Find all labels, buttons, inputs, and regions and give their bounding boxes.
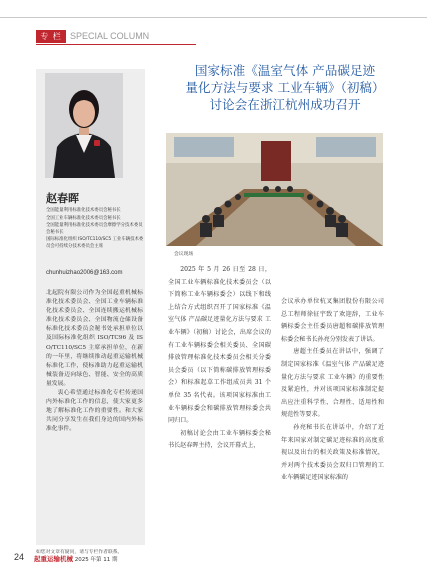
author-roles <box>46 208 144 252</box>
article-column-1 <box>168 264 271 453</box>
author-role: 全国工业车辆标准化技术委员会秘书长 <box>46 215 121 221</box>
meeting-photo <box>166 133 383 246</box>
article-paragraph: 2025 年 5 月 26 日至 28 日，全国工业车辆标准化技术委员会（以下简称工业车辆标委会）以线下和线上结合方式组织召开了国家标准《温室气体 产品碳足迹量化方法与要求 工业车辆》（初稿）讨论会，出席会议的有工业车辆标委会相关委员、全国碳排放管理标准化技术委员会相关分委员会委员（以下简称碳排放管理标委会）和标准起草工作组成员共 31 个单位 35 名代表。该项国家标准由工业车辆标委会和碳排放管理标委会共同归口。 <box>168 266 271 425</box>
photo-caption: 会议现场 <box>174 252 194 257</box>
publication-info <box>34 554 118 563</box>
article-paragraph: 初稿讨论会由工业车辆标委会秘书长赵春晖主持，会议开幕式上， <box>168 429 271 450</box>
column-tag: 专 栏 <box>36 30 66 43</box>
author-role: 国际标准化组织 ISO/TC110/SC5 工业车辆技术委员会可持续分技术委员会主席 <box>46 237 144 249</box>
article-paragraph: 唐超主任委员在讲话中，强调了制定国家标准《温室气体 产品碳足迹量化方法与要求 工业车辆》的重要性及紧迫性，并对该项国家标准制定提出应注重科学性、合理性、适用性和规范性等要求。 <box>281 348 384 419</box>
author-portrait <box>45 73 123 178</box>
contact-note: 如您对文章有疑问，请与专栏作者联系。 <box>36 550 123 555</box>
page-number: 24 <box>14 552 25 562</box>
author-bio <box>46 289 143 435</box>
issue-number: 2025 年第 11 期 <box>74 557 118 563</box>
article-column-2 <box>281 296 384 485</box>
author-bio-text: 北起院有限公司作为全国起重机械标准化技术委员会、全国工业车辆标准化技术委员会、全国连续搬运机械标准化技术委员会、全国物流仓储设备标准化技术委员会秘书处承担单位以及国际标准化组织 ISO/TC96 及 ISO/TC110/SC5 主席承担单位，在新的一年里，将继续推动起重运输机械标准化工作，使标准助力起重运输机械装备迈向绿色、智能、安全的高质量发展。 <box>46 290 143 387</box>
author-role: 全国能量利用标准化技术委员会摩擦学分技术委员会秘书长 <box>46 223 143 235</box>
author-email[interactable]: chunhuizhao2006@163.com <box>46 270 123 276</box>
article-paragraph: 孙亮秘书长在讲话中，介绍了近年来国家对制定碳足迹标准的高度重视以及出台的相关政策及标准情况，并对两个技术委员会双归口管理的工业车辆碳足迹国家标准的 <box>281 423 384 482</box>
headline-line: 国家标准《温室气体 产品碳足迹 <box>194 63 376 78</box>
author-role: 全国能量利用标准化技术委员会秘书长 <box>46 208 121 213</box>
top-rule <box>0 17 427 18</box>
author-bio-text-2: 衷心希望通过标准化专栏传递国内外标准化工作的信息，使大家更多地了解标准化工作的重要性。和大家共同分享发生在我们身边的国内外标准化事件。 <box>46 390 143 433</box>
article-headline <box>160 62 410 113</box>
headline-line: 量化方法与要求 工业车辆》（初稿） <box>185 80 385 95</box>
author-name: 赵春晖 <box>46 192 79 205</box>
column-name: SPECIAL COLUMN <box>70 31 150 41</box>
article-paragraph: 会议承办单位杭叉集团股份有限公司总工程师徐征宇致了欢迎辞，工业车辆标委会主任委员唐超和碳排放管理标委会秘书长孙亮分别发表了讲话。 <box>281 298 384 343</box>
headline-line: 讨论会在浙江杭州成功召开 <box>209 97 361 112</box>
magazine-name: 起重运输机械 <box>34 555 73 563</box>
column-rule <box>36 44 196 45</box>
